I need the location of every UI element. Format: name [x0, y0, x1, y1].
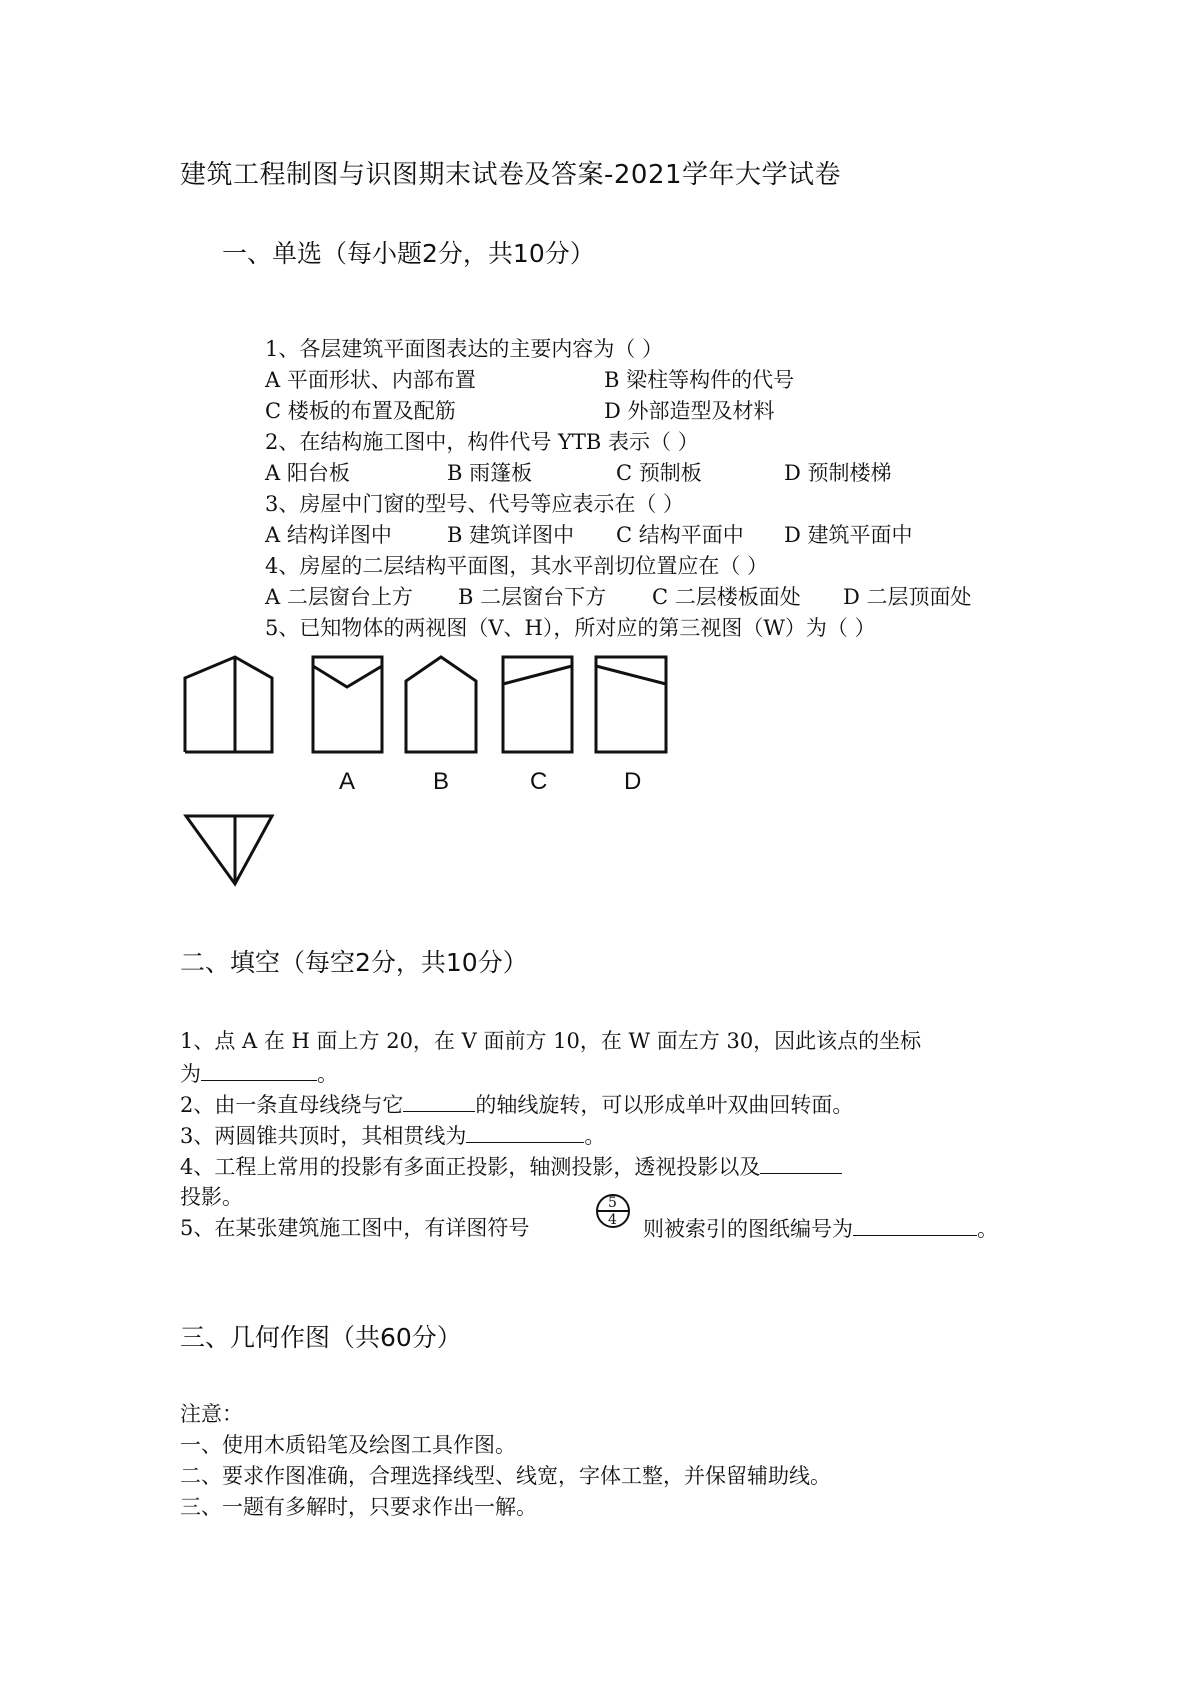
s1-q3-opt-b: B 建筑详图中 — [447, 523, 575, 547]
s2-q4-blank[interactable] — [760, 1151, 842, 1174]
option-a-label: A — [339, 768, 356, 795]
s2-q5-rest — [643, 1213, 998, 1245]
s1-q4-opt-c: C 二层楼板面处 — [652, 585, 801, 609]
s1-q5: 5、已知物体的两视图（V、H），所对应的第三视图（W）为（ ） — [265, 616, 876, 640]
s2-q1-suffix: 。 — [317, 1062, 338, 1086]
s2-q1-line2 — [180, 1058, 338, 1090]
option-b-label: B — [433, 768, 450, 795]
s2-q2-suffix: 的轴线旋转，可以形成单叶双曲回转面。 — [475, 1093, 854, 1117]
s2-q2 — [180, 1089, 853, 1121]
s1-q1-opt-a: A 平面形状、内部布置 — [265, 368, 476, 392]
s2-q1-blank[interactable] — [201, 1058, 317, 1081]
s2-q3 — [180, 1120, 605, 1152]
index-top-number: 5 — [608, 1195, 617, 1211]
index-bottom-number: 4 — [608, 1212, 617, 1228]
s1-q3: 3、房屋中门窗的型号、代号等应表示在（ ） — [265, 492, 685, 516]
s1-q3-opt-c: C 结构平面中 — [616, 523, 744, 547]
section3-heading: 三、几何作图（共60分） — [180, 1323, 462, 1352]
s2-q3-prefix: 3、两圆锥共顶时，其相贯线为 — [180, 1124, 467, 1148]
s2-q5-suffix: 。 — [977, 1217, 998, 1241]
option-b-figure[interactable] — [406, 657, 476, 752]
s1-q2-opt-c: C 预制板 — [616, 461, 702, 485]
s2-q1-prefix: 为 — [180, 1062, 201, 1086]
section1-heading: 一、单选（每小题2分，共10分） — [222, 239, 595, 268]
s2-q3-blank[interactable] — [466, 1120, 584, 1143]
detail-index-symbol — [597, 1195, 629, 1228]
option-a-figure[interactable] — [313, 657, 382, 752]
s2-q4-cont: 投影。 — [180, 1185, 243, 1209]
s1-q2-opt-d: D 预制楼梯 — [784, 461, 892, 485]
s1-q1-opt-d: D 外部造型及材料 — [604, 399, 775, 423]
s3-note-3: 三、一题有多解时，只要求作出一解。 — [180, 1495, 537, 1519]
s2-q1-line1: 1、点 A 在 H 面上方 20，在 V 面前方 10，在 W 面左方 30，因此该点的坐标 — [180, 1029, 922, 1053]
s1-q4-opt-a: A 二层窗台上方 — [265, 585, 413, 609]
given-front-view — [185, 657, 272, 752]
s1-q3-opt-d: D 建筑平面中 — [784, 523, 913, 547]
s2-q2-prefix: 2、由一条直母线绕与它 — [180, 1093, 404, 1117]
s1-q2: 2、在结构施工图中，构件代号 YTB 表示（ ） — [265, 430, 699, 454]
s2-q5-prefix: 5、在某张建筑施工图中，有详图符号 — [180, 1216, 530, 1240]
s3-note-2: 二、要求作图准确，合理选择线型、线宽，字体工整，并保留辅助线。 — [180, 1464, 831, 1488]
s1-q2-opt-b: B 雨篷板 — [447, 461, 533, 485]
s2-q5-mid: 则被索引的图纸编号为 — [643, 1217, 853, 1241]
s2-q5 — [180, 1213, 529, 1244]
s2-q3-suffix: 。 — [584, 1124, 606, 1148]
option-d-label: D — [624, 768, 642, 795]
s1-q3-opt-a: A 结构详图中 — [265, 523, 392, 547]
s1-q1: 1、各层建筑平面图表达的主要内容为（ ） — [265, 337, 664, 361]
option-c-figure[interactable] — [503, 657, 572, 752]
s1-q4: 4、房屋的二层结构平面图，其水平剖切位置应在（ ） — [265, 554, 769, 578]
s1-q1-opt-c: C 楼板的布置及配筋 — [265, 399, 456, 423]
s3-note-title: 注意： — [180, 1402, 243, 1426]
document-title: 建筑工程制图与识图期末试卷及答案-2021学年大学试卷 — [180, 160, 842, 190]
s2-q5-blank[interactable] — [853, 1213, 977, 1236]
s2-q4-prefix: 4、工程上常用的投影有多面正投影，轴测投影，透视投影以及 — [180, 1155, 761, 1179]
s1-q2-opt-a: A 阳台板 — [265, 461, 350, 485]
s2-q2-blank[interactable] — [403, 1089, 475, 1112]
section2-heading: 二、填空（每空2分，共10分） — [180, 948, 528, 977]
s3-note-1: 一、使用木质铅笔及绘图工具作图。 — [180, 1433, 516, 1457]
option-c-label: C — [530, 768, 548, 795]
s2-q4 — [180, 1151, 842, 1183]
s1-q1-opt-b: B 梁柱等构件的代号 — [604, 368, 795, 392]
option-d-figure[interactable] — [596, 657, 666, 752]
s1-q4-opt-b: B 二层窗台下方 — [458, 585, 607, 609]
s1-q4-opt-d: D 二层顶面处 — [843, 585, 972, 609]
given-top-view — [186, 816, 272, 884]
